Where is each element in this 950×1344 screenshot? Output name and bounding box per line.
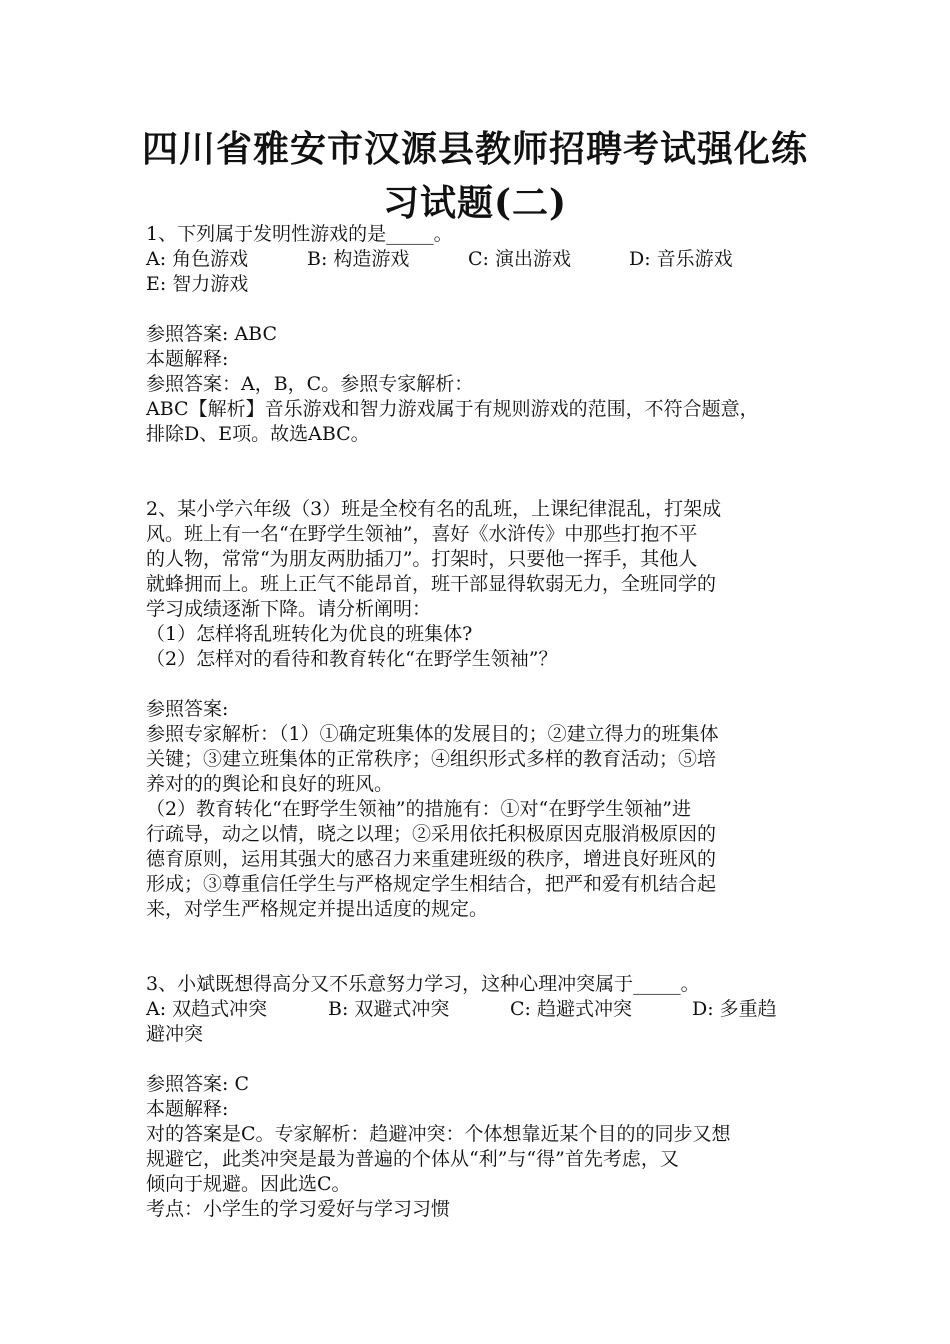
- title-line-1: 四川省雅安市汉源县教师招聘考试强化练: [141, 128, 808, 170]
- explanation-line: 参照答案：A，B，C。参照专家解析：: [146, 373, 474, 395]
- explanation-label: 本题解释:: [146, 348, 229, 370]
- explanation-line: 排除D、E项。故选ABC。: [146, 423, 370, 445]
- option-a: A: 双趋式冲突: [146, 998, 268, 1020]
- question-3: [146, 972, 816, 1222]
- option-d: D: 多重趋: [692, 998, 777, 1020]
- explanation-line: 行疏导，动之以情，晓之以理；②采用依托积极原因克服消极原因的: [146, 823, 717, 845]
- document-title: [80, 122, 870, 230]
- option-d: D: 音乐游戏: [629, 248, 733, 270]
- option-e: E: 智力游戏: [146, 273, 249, 295]
- question-stem-line: 的人物，常常“为朋友两肋插刀”。打架时，只要他一挥手，其他人: [146, 548, 698, 570]
- explanation-line: 对的答案是C。专家解析：趋避冲突：个体想靠近某个目的的同步又想: [146, 1123, 731, 1145]
- question-1: [146, 222, 816, 447]
- option-d-wrap: 避冲突: [146, 1023, 204, 1045]
- explanation-label: 本题解释:: [146, 1098, 229, 1120]
- question-options: [146, 247, 816, 272]
- question-stem-line: 就蜂拥而上。班上正气不能昂首，班干部显得软弱无力，全班同学的: [146, 573, 717, 595]
- explanation-line: 形成；③尊重信任学生与严格规定学生相结合，把严和爱有机结合起: [146, 873, 717, 895]
- option-b: B: 双避式冲突: [328, 998, 450, 1020]
- sub-question-1: （1）怎样将乱班转化为优良的班集体?: [146, 623, 473, 645]
- explanation-line: 德育原则，运用其强大的感召力来重建班级的秩序，增进良好班风的: [146, 848, 717, 870]
- question-stem-line: 2、某小学六年级（3）班是全校有名的乱班，上课纪律混乱，打架成: [146, 498, 722, 520]
- option-a: A: 角色游戏: [146, 248, 249, 270]
- question-options: [146, 997, 816, 1022]
- explanation-line: （2）教育转化“在野学生领袖”的措施有：①对“在野学生领袖”进: [146, 798, 691, 820]
- question-stem: 3、小斌既想得高分又不乐意努力学习，这种心理冲突属于_____。: [146, 973, 700, 995]
- reference-answer: 参照答案: ABC: [146, 323, 278, 345]
- reference-answer: 参照答案: C: [146, 1073, 249, 1095]
- question-2: [146, 497, 816, 922]
- title-line-2: 习试题(二): [382, 182, 568, 224]
- option-c: C: 演出游戏: [468, 248, 571, 270]
- explanation-line: 规避它，此类冲突是最为普遍的个体从“利”与“得”首先考虑，又: [146, 1148, 679, 1170]
- sub-question-2: （2）怎样对的看待和教育转化“在野学生领袖”？: [146, 648, 558, 670]
- key-point: 考点：小学生的学习爱好与学习习惯: [146, 1198, 451, 1220]
- question-stem-line: 学习成绩逐渐下降。请分析阐明：: [146, 598, 432, 620]
- option-c: C: 趋避式冲突: [510, 998, 632, 1020]
- explanation-line: 参照专家解析：（1）①确定班集体的发展目的；②建立得力的班集体: [146, 723, 719, 745]
- question-stem: 1、下列属于发明性游戏的是_____。: [146, 223, 453, 245]
- question-stem-line: 风。班上有一名“在野学生领袖”，喜好《水浒传》中那些打抱不平: [146, 523, 698, 545]
- explanation-line: 关键；③建立班集体的正常秩序；④组织形式多样的教育活动；⑤培: [146, 748, 717, 770]
- option-b: B: 构造游戏: [307, 248, 410, 270]
- reference-answer: 参照答案:: [146, 698, 229, 720]
- explanation-line: 养对的的舆论和良好的班风。: [146, 773, 394, 795]
- document-body: [146, 222, 816, 1222]
- explanation-line: ABC【解析】音乐游戏和智力游戏属于有规则游戏的范围，不符合题意，: [146, 398, 759, 420]
- explanation-line: 倾向于规避。因此选C。: [146, 1173, 351, 1195]
- explanation-line: 来，对学生严格规定并提出适度的规定。: [146, 898, 489, 920]
